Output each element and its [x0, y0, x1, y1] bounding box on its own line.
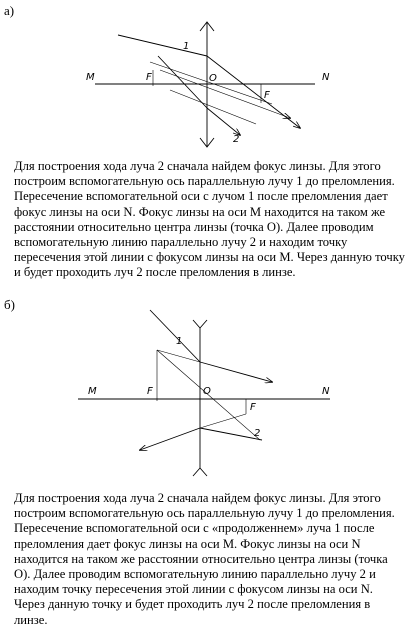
center-label-a: O	[209, 73, 217, 84]
auxiliary-line-ray-2	[170, 90, 256, 124]
axis-label-n-b: N	[322, 386, 330, 397]
auxiliary-line-ray-2	[200, 414, 246, 428]
ray-1-refracted	[207, 56, 300, 128]
diagram-a	[0, 0, 410, 160]
focus-label-left-a: F	[146, 72, 152, 83]
part-a-label: а)	[4, 3, 15, 18]
ray-1-refracted	[200, 362, 272, 382]
axis-label-n-a: N	[322, 72, 330, 83]
lens-top-arrow	[193, 320, 207, 328]
part-b-label: б)	[4, 297, 15, 312]
ray-1-incident	[150, 310, 200, 362]
ray-2-incident	[158, 56, 207, 108]
ray-1-label-b: 1	[176, 336, 183, 347]
part-b-explanation: Для построения хода луча 2 сначала найдем фокус линзы. Для этого построим вспомогательную ось параллельную лучу 1 до преломления. Пересечение вспомогательной оси с «продолженнем» луча 1 после преломления дает фокус линзы на оси M. Фокус линзы на оси N находится на таком же расстоянии относительно центра линзы (точка O). Далее проводим вспомогательную линию параллельно лучу 2 и находим точку пересечения этой линии с фокусом линзы на оси N. Через данную точку и будет проходить луч 2 после преломления в линзе.	[14, 491, 395, 627]
ray-2-refracted	[207, 108, 240, 135]
ray-1-label-a: 1	[183, 41, 190, 52]
ray-1-incident	[118, 35, 207, 56]
diagram-b	[0, 297, 410, 480]
axis-label-m-b: M	[88, 386, 97, 397]
focus-label-right-a: F	[264, 90, 270, 101]
ray-2-refracted	[140, 428, 200, 450]
part-a-explanation: Для построения хода луча 2 сначала найдем фокус линзы. Для этого построим вспомогательную ось параллельную лучу 1 до преломления. Пересечение вспомогательной оси с лучом 1 после преломления дает фокус линзы на оси N. Фокус линзы на оси M находится на таком же расстоянии относительно центра линзы (точка O). Далее проводим вспомогательную линию параллельно лучу 2 и находим точку пересечения этой линии с фокусом линзы на оси M. Через данную точку и будет проходить луч 2 после преломления в линзе.	[14, 159, 405, 280]
ray-2-label-a: 2	[233, 134, 240, 145]
ray-2-label-b: 2	[254, 428, 261, 439]
center-label-b: O	[203, 386, 211, 397]
focus-label-left-b: F	[147, 386, 153, 397]
lens-bottom-arrow	[193, 468, 207, 476]
focus-label-right-b: F	[250, 402, 256, 413]
axis-label-m-a: M	[86, 72, 95, 83]
